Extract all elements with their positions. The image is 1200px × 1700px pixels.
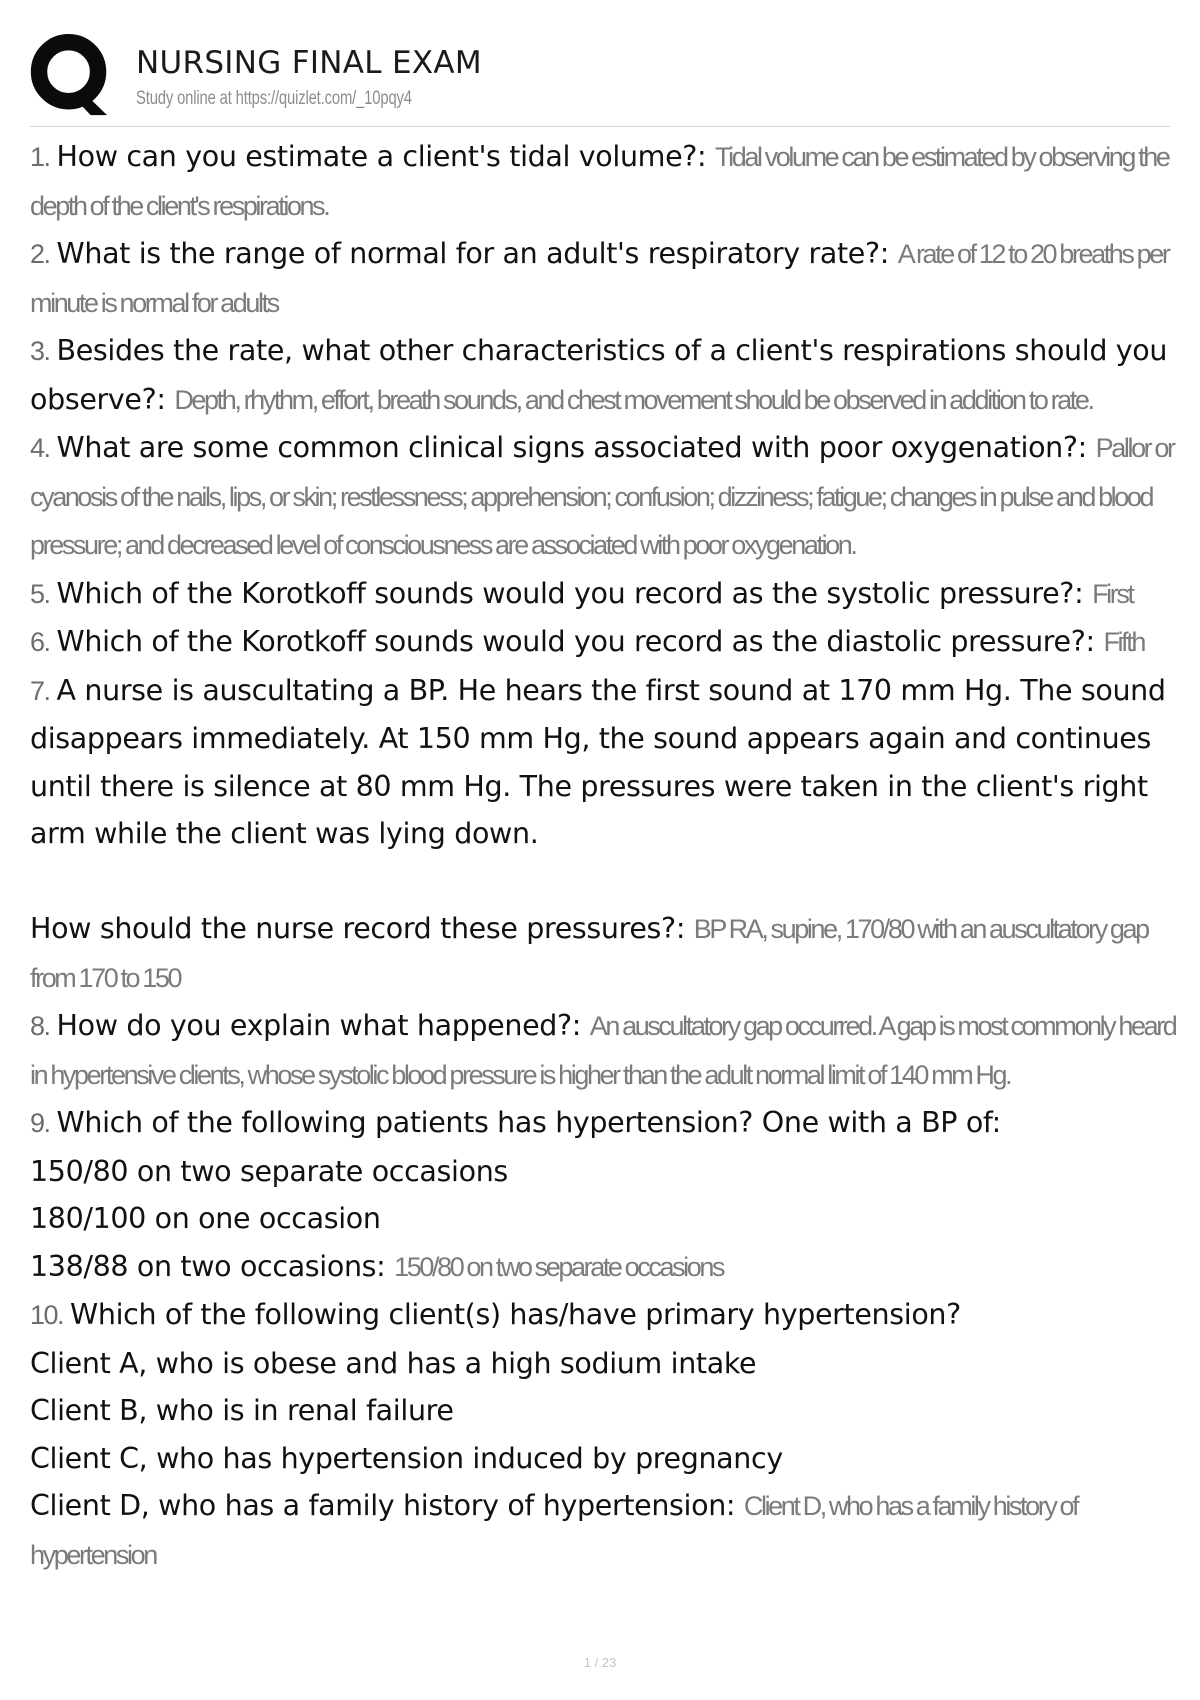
item-number: 7. — [30, 675, 50, 706]
item-number: 6. — [30, 627, 50, 657]
qa-item-10 — [30, 1291, 1178, 1579]
item-number: 8. — [30, 1011, 50, 1041]
qa-item-4 — [30, 424, 1178, 570]
question-text: Which of the Korotkoff sounds would you record as the systolic pressure?: — [56, 576, 1084, 610]
question-text: How do you explain what happened?: — [56, 1009, 582, 1042]
answer-text: 150/80 on two separate occasions — [394, 1251, 724, 1282]
item-number: 3. — [30, 336, 50, 366]
answer-text: Depth, rhythm, effort, breath sounds, and chest movement should be observed in addition to rate. — [174, 384, 1093, 415]
question-answer-list — [30, 133, 1178, 1579]
quizlet-q-logo-icon — [30, 32, 112, 118]
question-text: A nurse is auscultating a BP. He hears the first sound at 170 mm Hg. The sound disappears immediately. At 150 mm Hg, the sound appears again and continues until there is silence at 80 mm Hg. The pressures were taken in the client's right arm while the client was lying down. How should the nurse record these pressures?: — [30, 673, 1166, 945]
answer-text: BP RA, supine, 170/80 with an auscultatory gap from 170 to 150 — [30, 914, 1148, 993]
question-text: Besides the rate, what other characteristics of a client's respirations should you observe?: — [30, 334, 1168, 416]
title-block — [136, 46, 490, 110]
page-indicator: 1 / 23 — [583, 1655, 617, 1670]
qa-item-2 — [30, 230, 1178, 327]
question-text: What is the range of normal for an adult's respiratory rate?: — [56, 237, 889, 270]
document-header — [30, 30, 1170, 127]
question-text: How can you estimate a client's tidal volume?: — [56, 140, 707, 173]
qa-item-1 — [30, 133, 1178, 230]
question-text: Which of the following patients has hypertension? One with a BP of: 150/80 on two separate occasions 180/100 on one occasion 138/88 on two occasions: — [30, 1106, 1001, 1283]
study-online-link[interactable]: Study online at https://quizlet.com/_10pqy4 — [136, 87, 412, 109]
answer-text: First — [1092, 578, 1133, 609]
answer-text: A rate of 12 to 20 breaths per minute is normal for adults — [30, 239, 1169, 318]
answer-text: An auscultatory gap occurred. A gap is most commonly heard in hypertensive clients, whose systolic blood pressure is higher than the adult normal limit of 140 mm Hg. — [30, 1011, 1176, 1090]
qa-item-3 — [30, 327, 1178, 424]
document-title: NURSING FINAL EXAM — [136, 45, 482, 82]
item-number: 2. — [30, 239, 50, 269]
question-text: Which of the Korotkoff sounds would you record as the diastolic pressure?: — [56, 625, 1095, 658]
question-text: Which of the following client(s) has/have primary hypertension? Client A, who is obese and has a high sodium intake Client B, who is in renal failure Client C, who has hypertension induced by pregnancy Client D, who has a family history of hypertension: — [30, 1298, 961, 1522]
answer-text: Fifth — [1103, 627, 1144, 657]
qa-item-9 — [30, 1099, 1178, 1291]
answer-text: Client D, who has a family history of hypertension — [30, 1491, 1078, 1570]
qa-item-6 — [30, 618, 1178, 667]
item-number: 10. — [30, 1300, 64, 1330]
item-number: 9. — [30, 1108, 50, 1138]
qa-item-5 — [30, 570, 1178, 619]
item-number: 1. — [30, 142, 50, 172]
item-number: 4. — [30, 433, 50, 463]
item-number: 5. — [30, 578, 50, 609]
question-text: What are some common clinical signs associated with poor oxygenation?: — [56, 431, 1087, 464]
answer-text: Pallor or cyanosis of the nails, lips, or skin; restlessness; apprehension; confusion; dizziness; fatigue; changes in pulse and blood pressure; and decreased level of consciousness are associated with poor oxygenation. — [30, 433, 1174, 560]
qa-item-8 — [30, 1002, 1178, 1099]
answer-text: Tidal volume can be estimated by observing the depth of the client's respirations. — [30, 142, 1169, 221]
qa-item-7 — [30, 667, 1178, 1003]
